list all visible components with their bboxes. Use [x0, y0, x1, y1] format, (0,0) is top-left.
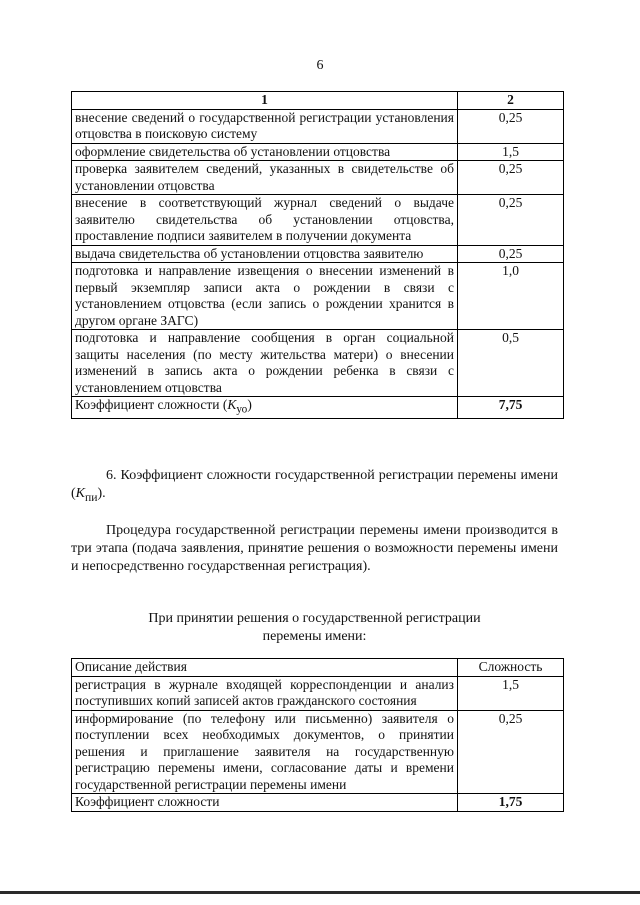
table-header-row: [72, 659, 564, 677]
coefficient-subscript: уо: [236, 403, 248, 416]
coefficient-symbol: K: [75, 486, 86, 501]
action-description: информирование (по телефону или письменно) заявителя о поступлении всех необходимых документов, о принятии решения и приглашение заявителя на государственную регистрацию перемены имени, согласование даты и времени государственной регистрации перемены имени: [72, 710, 458, 794]
page-bottom-edge: [0, 891, 640, 894]
table-row: [72, 710, 564, 794]
name-change-complexity-table: [71, 658, 564, 812]
table-total-row: [72, 794, 564, 812]
action-description: выдача свидетельства об установлении отцовства заявителю: [72, 245, 458, 263]
action-description: внесение сведений о государственной регистрации установления отцовства в поисковую систему: [72, 109, 458, 143]
column-header: 2: [458, 92, 564, 110]
table-row: [72, 245, 564, 263]
total-value: 7,75: [458, 397, 564, 419]
table-row: [72, 263, 564, 330]
action-description: подготовка и направление извещения о внесении изменений в первый экземпляр записи акта о рождении в связи с установлением отцовства (если запись о рождении хранится в другом органе ЗАГС): [72, 263, 458, 330]
column-header: Сложность: [458, 659, 564, 677]
fatherhood-complexity-table: [71, 91, 564, 419]
total-value: 1,75: [458, 794, 564, 812]
action-description: регистрация в журнале входящей корреспонденции и анализ поступивших копий записей актов гражданского состояния: [72, 676, 458, 710]
action-value: 0,5: [458, 330, 564, 397]
subheading-line-1: При принятии решения о государственной регистрации: [148, 611, 481, 626]
action-description: оформление свидетельства об установлении отцовства: [72, 143, 458, 161]
action-value: 0,25: [458, 245, 564, 263]
table-row: [72, 330, 564, 397]
action-value: 0,25: [458, 195, 564, 246]
action-value: 1,0: [458, 263, 564, 330]
total-label: Коэффициент сложности: [72, 794, 458, 812]
table-row: [72, 143, 564, 161]
table-row: [72, 109, 564, 143]
total-label: Коэффициент сложности $(K_{уо})$: [72, 397, 458, 419]
table-total-row: [72, 397, 564, 419]
table-header-row: [72, 92, 564, 110]
action-value: 1,5: [458, 143, 564, 161]
action-value: 0,25: [458, 109, 564, 143]
coefficient-subscript: пи: [85, 490, 98, 504]
action-value: 0,25: [458, 710, 564, 794]
page-number: 6: [316, 58, 324, 73]
coefficient-symbol: K: [227, 397, 237, 412]
subheading-line-2: перемены имени:: [262, 629, 367, 644]
column-header: Описание действия: [72, 659, 458, 677]
action-description: внесение в соответствующий журнал сведений о выдаче заявителю свидетельства об установлении отцовства, проставление подписи заявителем в получении документа: [72, 195, 458, 246]
table-row: [72, 676, 564, 710]
column-header: 1: [72, 92, 458, 110]
section-6-heading: 6. Коэффициент сложности государственной регистрации перемены имени $(K_{пи})$.: [71, 468, 558, 504]
action-value: 0,25: [458, 161, 564, 195]
action-description: подготовка и направление сообщения в орган социальной защиты населения (по месту жительства матери) о внесении изменений в запись акта о рождении ребенка в связи с установлением отцовства: [72, 330, 458, 397]
section-6-paragraph: Процедура государственной регистрации перемены имени производится в три этапа (подача заявления, принятие решения о возможности перемены имени и непосредственно государственная регистрация).: [71, 523, 558, 574]
action-value: 1,5: [458, 676, 564, 710]
table-row: [72, 195, 564, 246]
table-row: [72, 161, 564, 195]
action-description: проверка заявителем сведений, указанных в свидетельстве об установлении отцовства: [72, 161, 458, 195]
